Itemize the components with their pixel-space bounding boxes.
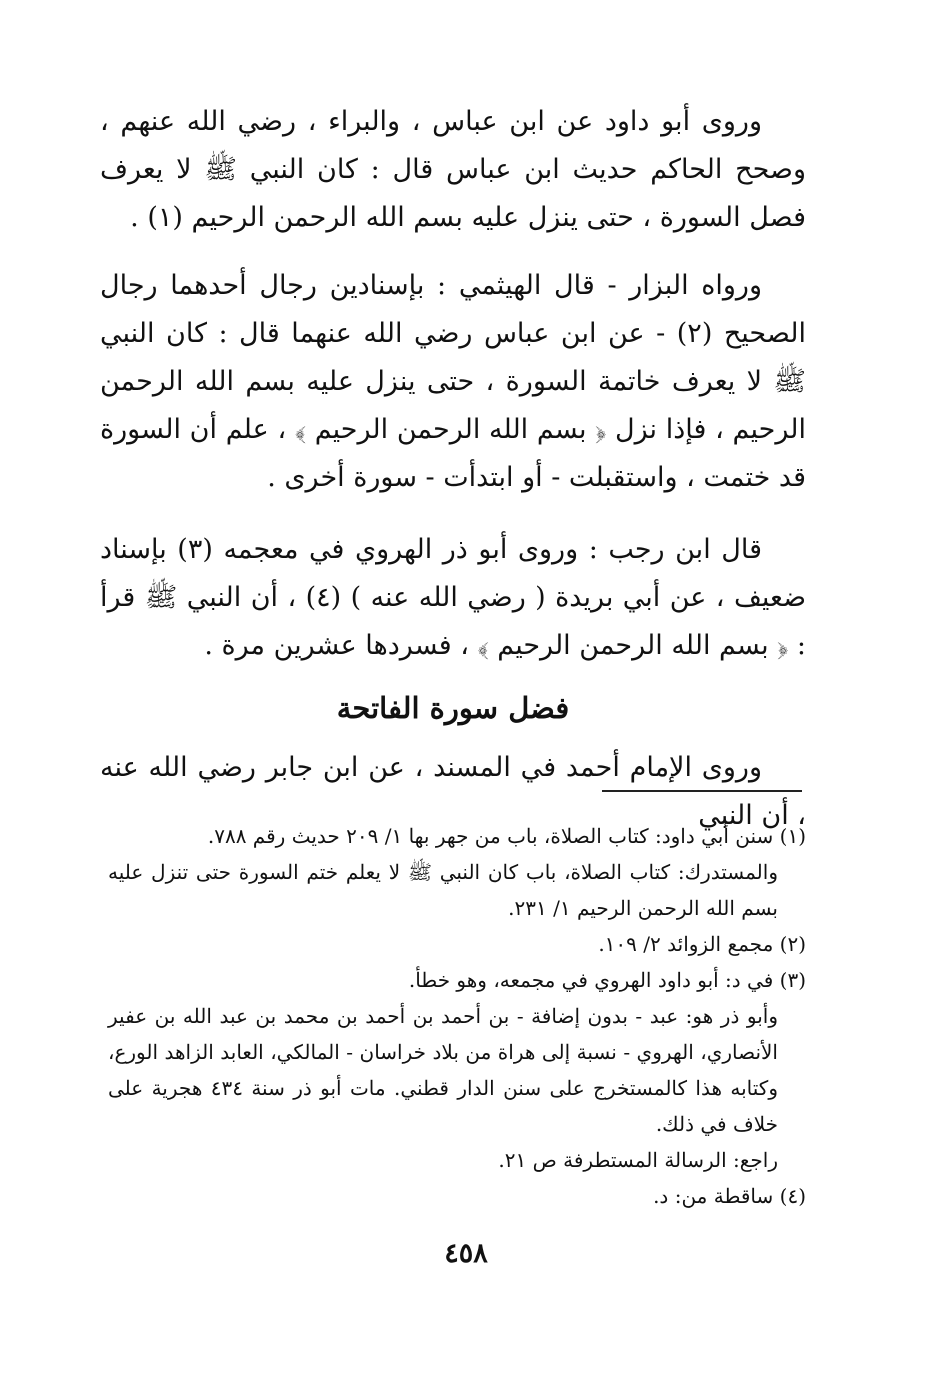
footnote-separator (602, 790, 802, 792)
footnote-3-reference: راجع: الرسالة المستطرفة ص ٢١. (498, 1148, 778, 1172)
footnotes (108, 818, 806, 1214)
footnote-1: (١) سنن أبي داود: كتاب الصلاة، باب من جهر بها ١/ ٢٠٩ حديث رقم ٧٨٨. (207, 824, 806, 848)
paragraph-ibn-rajab: قال ابن رجب : وروى أبو ذر الهروي في معجمه (٣) بإسناد ضعيف ، عن أبي بريدة ( رضي الله عنه ) (٤) ، أن النبي ﷺ قرأ : ﴿ بسم الله الرحمن الرحيم ﴾ ، فسردها عشرين مرة . (100, 534, 806, 661)
footnote-3: (٣) في د: أبو داود الهروي في مجمعه، وهو خطأ. (408, 968, 806, 992)
footnote-4: (٤) ساقطة من: د. (653, 1184, 806, 1208)
paragraph-imam-ahmad: وروى الإمام أحمد في المسند ، عن ابن جابر رضي الله عنه ، أن النبي (100, 752, 806, 831)
page-number: ٤٥٨ (444, 1238, 488, 1269)
paragraph-bazzar: ورواه البزار - قال الهيثمي : بإسنادين رجال أحدهما رجال الصحيح (٢) - عن ابن عباس رضي الله عنهما قال : كان النبي ﷺ لا يعرف خاتمة السورة ، حتى ينزل عليه بسم الله الرحمن الرحيم ، فإذا نزل ﴿ بسم الله الرحمن الرحيم ﴾ ، علم أن السورة قد ختمت ، واستقبلت - أو ابتدأت - سورة أخرى . (100, 270, 806, 493)
footnote-1-continuation: والمستدرك: كتاب الصلاة، باب كان النبي ﷺ لا يعلم ختم السورة حتى تنزل عليه بسم الله الرحمن الرحيم ١/ ٢٣١. (108, 860, 778, 920)
main-text (100, 98, 806, 860)
paragraph-abu-dawud: وروى أبو داود عن ابن عباس ، والبراء ، رضي الله عنهم ، وصحح الحاكم حديث ابن عباس قال : كان النبي ﷺ لا يعرف فصل السورة ، حتى ينزل عليه بسم الله الرحمن الرحيم (١) . (100, 106, 806, 233)
footnote-2: (٢) مجمع الزوائد ٢/ ١٠٩. (598, 932, 806, 956)
section-heading: فضل سورة الفاتحة (336, 691, 570, 725)
footnote-3-continuation: وأبو ذر هو: عبد - بدون إضافة - بن أحمد بن أحمد بن محمد بن عبد الله بن عفير الأنصاري، الهروي - نسبة إلى هراة من بلاد خراسان - المالكي، العابد الزاهد الورع، وكتابه هذا كالمستخرج على سنن الدار قطني. مات أبو ذر سنة ٤٣٤ هجرية على خلاف في ذلك. (108, 1004, 778, 1136)
